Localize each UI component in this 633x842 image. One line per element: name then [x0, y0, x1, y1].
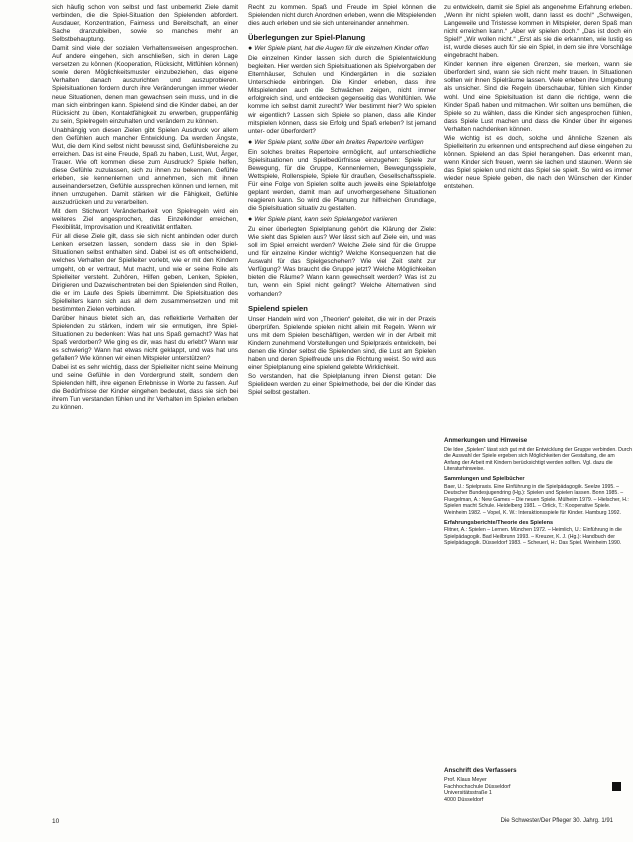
paragraph: Darüber hinaus bietet sich an, das reflektierte Verhalten der Spielenden zu stärken, indem wir sie ermutigen, ihre Spiel-Situationen zu bedenken: Was hat uns Spaß gemacht? Was hat Spaß verdorben? Wie ging es dir, was hast du erlebt? Wann war es schwierig? Wann hat etwas nicht geklappt, und was hat uns gefallen? Wie können wir einen Mitspieler unterstützen? [52, 314, 238, 363]
bullet-icon: ● [248, 216, 253, 224]
bullet-text: Wer Spiele plant, kann sein Spielangebot variieren [254, 216, 398, 224]
paragraph: zu entwickeln, damit sie Spiel als angenehme Erfahrung erleben. „Wenn ihr nicht spielen wollt, dann lasst es doch!“ „Schweigen, Langeweile und Tristesse kommen in Mitspieler, deren Spaß man nicht erreichen kann.“ „Aber wir spielen doch.“ „Das ist doch ein Spiel!“ „Wir wollen nicht.“ „Erst als sie die erkannten, wie lustig es ist, wurde dieses auch für sie ein Spiel, in dem sie ihre Vorschläge eingebracht haben. [444, 4, 632, 60]
paragraph: Unser Handeln wird von „Theorien“ geleitet, die wir in der Praxis überprüfen. Spielende spielen nicht allein mit Regeln. Wenn wir uns mit dem Spielen beschäftigen, werden wir in der Arbeit mit Kindern zunehmend Vorstellungen und Spielpraxis entwickeln, bei denen die Kinder selbst die Spielenden sind, die Lust am Spielen haben und deren Spielfreude uns die Richtung weist. So wird aus einer Spielplanung eine spielend gelebte Wirklichkeit. [248, 315, 436, 371]
bullet-text: Wer Spiele plant, sollte über ein breites Repertoire verfügen [254, 138, 424, 146]
paragraph: Kinder kennen ihre eigenen Grenzen, sie merken, wann sie überfordert sind, wann sie sich nicht mehr trauen. In Situationen sollten wir ihnen Spielräume lassen. Viele erleben ihre Umgebung als unsicher. Sind die Regeln überschaubar, fühlen sich Kinder wohl. Und eine Spielsituation ist dann die richtige, wenn die Kinder Spaß haben und mitmachen. Wir sollten uns bemühen, die Spiele so zu wählen, dass die Kinder sich angesprochen fühlen, dass Spiele Lust machen und dass die Kinder über ihr eigenes Verhalten nachdenken können. [444, 61, 632, 133]
bullet-icon: ● [248, 138, 253, 146]
references-notes: Die Idee „Spielen“ lässt sich gut mit der Entwicklung der Gruppe verbinden. Durch die Auswahl der Spiele ergeben sich Möglichkeiten der Gestaltung, die am Anfang der Arbeit mit Kindern berücksichtigt werden sollten. Vgl. dazu die Literaturhinweise. [444, 446, 632, 473]
author-title: Anschrift des Verfassers [444, 767, 517, 774]
paragraph: Unabhängig von diesen Zielen gibt Spielen Ausdruck vor allem den Gefühlen auch mancher Entwicklung. Da werden Ängste, Wut, die dem Kind selbst nicht bewusst sind, Gefühlsbereiche zu erreichen. Das ist eine Freude, Spaß zu haben, Lust, Wut, Ärger, Trauer. Wie oft kommen diese zum Ausdruck? Spiele helfen, diese Gefühle zuzulassen, sich zu ihnen zu bekennen. Gefühle erleben, sie kennenlernen und annehmen, sich mit ihnen auseinandersetzen, Gefühle aussprechen können und lernen, mit ihnen umzugehen. Damit stärken wir die Fähigkeit, Gefühle auszudrücken und zu verarbeiten. [52, 126, 238, 207]
text-column-middle [248, 4, 436, 804]
author-address [444, 768, 632, 804]
bullet-icon: ● [248, 45, 253, 53]
address-line: 4000 Düsseldorf [444, 797, 484, 804]
end-of-article-square-icon [612, 782, 621, 791]
paragraph: Dabei ist es sehr wichtig, dass der Spielleiter nicht seine Meinung und seine Gefühle in den Vordergrund stellt, sondern den Spielenden hilft, ihre eigenen Erlebnisse in Worte zu fassen. Auf die Bedürfnisse der Kinder eingehen bedeutet, dass sie sich bei ihrem Tun verstanden fühlen und ihr Verhalten im Spielen erleben zu können. [52, 364, 238, 412]
page-number: 10 [52, 818, 60, 825]
bullet-point [248, 45, 436, 53]
references-subheading: Sammlungen und Spielbücher [444, 475, 525, 482]
paragraph: Für all diese Ziele gilt, dass sie sich nicht anbinden oder durch Lenken ersetzen lassen, sondern dass sie in den Spiel-Situationen selbst enthalten sind. Dabei ist es oft entscheidend, welches Verhalten der Spielleiter vorlebt, wie er mit den Kindern umgeht, ob er vertraut, Mut macht, und wie er seine Rolle als Spielleiter versteht. Zuhören, Hilfen geben, Lenken, Spielen, Dirigieren und Dazwischentreten bei den Spielenden sind Rollen, die er im Laufe des Spiels übernimmt. Die Spielsituation des Spielleiters kann sich aus all dem zusammensetzen und mit bestimmten Zielen verbinden. [52, 233, 238, 313]
text-column-left [52, 4, 238, 804]
paragraph: So verstanden, hat die Spielplanung ihren Dienst getan: Die Spielideen werden zu einer Spielmethode, bei der die Kinder das Spiel selbst gestalten. [248, 372, 436, 396]
references-block [444, 438, 632, 549]
references-subheading: Erfahrungsberichte/Theorie des Spielens [444, 519, 554, 526]
paragraph: Ein solches breites Repertoire ermöglicht, auf unterschiedliche Spielsituationen und Spielbedürfnisse einzugehen: Spiele zur Bewegung, für die Gruppe, Kennenlernen, Bewegungsspiele, Wettspiele, Rollenspiele, Spiele für draußen, Gesellschaftsspiele. Für eine Folge von Spielen sollte auch jeweils eine Spielabfolge geplant werden, damit man auf unvorhergesehene Situationen reagieren kann. So wird die Planung zur hilfreichen Grundlage, die Spielsituation situativ zu gestalten. [248, 148, 436, 213]
references-title: Anmerkungen und Hinweise [444, 437, 528, 444]
paragraph: Recht zu kommen. Spaß und Freude im Spiel können die Spielenden nicht durch Anordnen erleben, wenn die Mitspielenden dies auch erleben und sie sich untereinander annehmen. [248, 4, 436, 28]
text-column-right [444, 4, 632, 424]
bullet-text: Wer Spiele plant, hat die Augen für die einzelnen Kinder offen [254, 45, 429, 53]
address-line: Universitätsstraße 1 [444, 790, 492, 797]
section-heading: Spielend spielen [248, 303, 308, 313]
address-line: Prof. Klaus Meyer [444, 776, 487, 783]
bullet-point [248, 216, 436, 224]
paragraph: Wie wichtig ist es doch, solche und ähnliche Szenen als Spielleiterin zu erkennen und entsprechend auf diese eingehen zu können. Spielend an das Spiel herangehen. Das erkennt man, wenn Kinder sich freuen, wenn sie lachen und staunen. Wenn sie das Spiel spielen und nicht das Spiel sie spielt. So wird es immer wieder neue Spiele geben, die nach den Wünschen der Kinder entstehen. [444, 134, 632, 191]
journal-footer: Die Schwester/Der Pfleger 30. Jahrg. 1/91 [500, 818, 613, 824]
paragraph: Die einzelnen Kinder lassen sich durch die Spielentwicklung begleiten. Hier werden sich Spielsituationen als Spielvorgaben der Elternhäuser, Schulen und Kindergärten in die sozialen Unterschiede einbringen. Die Kinder erleben, dass ihre Mitspielenden auch die Schwächen zeigen, nicht immer erfolgreich sind, und entdecken gegenseitig das Wohlfühlen. Wie komme ich selbst damit zurecht? Wer bestimmt hier? Wo spielen wir eigentlich? Lassen sich Spiele so planen, dass alle Kinder mitspielen können, dass sie Erfolg und Spaß erleben? Ist jemand unter- oder überfordert? [248, 55, 436, 135]
bullet-point [248, 139, 436, 147]
paragraph: Damit sind viele der sozialen Verhaltensweisen angesprochen. Auf andere eingehen, sich anschließen, sich in deren Lage versetzen zu können (Kooperation, Rücksicht, Mitfühlen können) sowie deren Möglichkeitsmuster einzubeziehen, das eigene Verhalten danach auszurichten und auszuprobieren. Spielsituationen fordern durch ihre Veränderungen immer wieder neue Situationen, denen man gewachsen sein muss, und in die man sich einbringen kann. Spielend sind die Kinder dabei, an der Rücksicht zu üben, Kontaktfähigkeit zu erwerben, gruppenfähig zu sein, Spielregeln einzuhalten und verändern zu können. [52, 45, 238, 125]
paragraph: Zu einer überlegten Spielplanung gehört die Klärung der Ziele: Wie sieht das Spielen aus? Wer lässt sich auf Ziele ein, und was soll im Spiel erreicht werden? Welche Ziele sind für die Gruppe und für einzelne Kinder wichtig? Welche Konsequenzen hat die Auswahl für das Spielgeschehen? Wie viel Zeit steht zur Verfügung? Was braucht die Gruppe jetzt? Welche Möglichkeiten bieten die Räume? Wann kann gewechselt werden? Was ist zu tun, wenn ein Spiel nicht gelingt? Welche Alternativen sind vorhanden? [248, 226, 436, 298]
address-line: Fachhochschule Düsseldorf [444, 783, 511, 790]
paragraph: sich häufig schon von selbst und fast unbemerkt Ziele damit verbinden, die die Spiel-Situation den Spielenden abfordert. Ausdauer, Konzentration, Fairness und Bereitschaft, an einer Sache dranzubleiben, sowie so manches mehr an Selbstbehauptung. [52, 4, 238, 44]
paragraph: Mit dem Stichwort Veränderbarkeit von Spielregeln wird ein weiteres Ziel angesprochen, das Einzelkinder erreichen, Flexibilität, Improvisation und Kreativität entfalten. [52, 208, 238, 232]
section-heading: Überlegungen zur Spiel-Planung [248, 33, 366, 43]
references-list: Baer, U.: Spielpraxis. Eine Einführung in die Spielpädagogik. Seelze 1995. – Deutscher Bundesjugendring (Hg.): Spielen und Spielen lassen. Bonn 1985. – Fluegelman, A.: New Games – Die neuen Spiele. Mülheim 1979. – Hielscher, H.: Spielen macht Schule. Heidelberg 1981. – Orlick, T.: Kooperative Spiele. Weinheim 1982. – Vopel, K. W.: Interaktionsspiele für Kinder. Hamburg 1992. [444, 483, 629, 516]
references-list: Flitner, A.: Spielen – Lernen. München 1972. – Heimlich, U.: Einführung in die Spielpädagogik. Bad Heilbrunn 1993. – Kreuzer, K. J. (Hg.): Handbuch der Spielpädagogik. Düsseldorf 1983. – Scheuerl, H.: Das Spiel. Weinheim 1990. [444, 527, 622, 547]
